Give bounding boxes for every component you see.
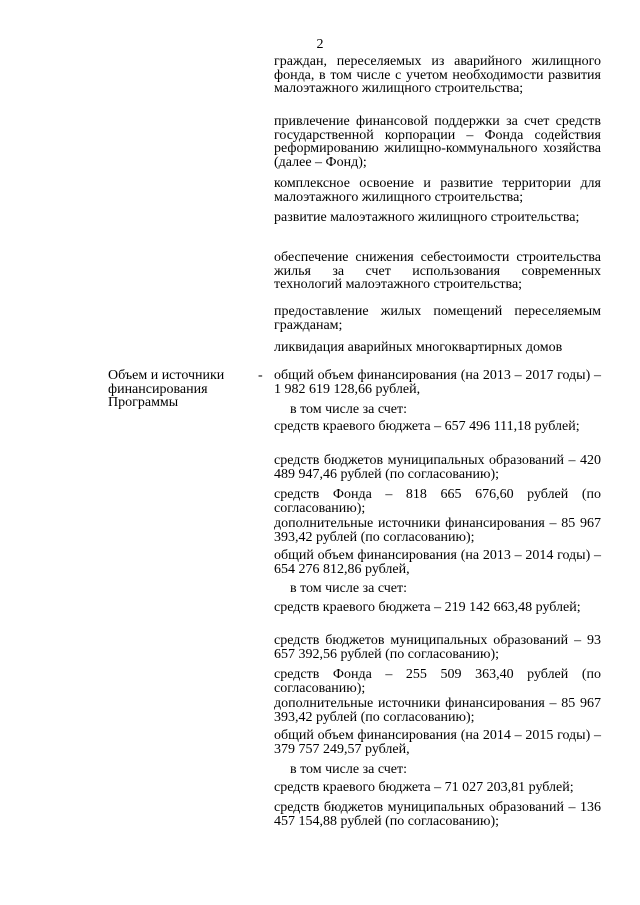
financing-label: Объем и источники финансирования Программы [108, 368, 225, 410]
goal-paragraph: обеспечение снижения себестоимости строительства жилья за счет использования современных технологий малоэтажного строительства; [274, 250, 601, 292]
goal-paragraph: привлечение финансовой поддержки за счет средств государственной корпорации – Фонда содействия реформированию жилищно-коммунального хозяйства (далее – Фонд); [274, 114, 601, 170]
financing-including: в том числе за счет: [290, 581, 408, 596]
goal-paragraph: граждан, переселяемых из аварийного жилищного фонда, в том числе с учетом необходимости развития малоэтажного жилищного строительства; [274, 54, 601, 96]
financing-total: общий объем финансирования (на 2013 – 2017 годы) – 1 982 619 128,66 рублей, [274, 368, 601, 397]
goal-paragraph: развитие малоэтажного жилищного строительства; [274, 210, 580, 225]
financing-item: средств Фонда – 255 509 363,40 рублей (по согласованию); [274, 667, 601, 696]
financing-item: дополнительные источники финансирования – 85 967 393,42 рублей (по согласованию); [274, 696, 601, 725]
label-dash: - [258, 368, 263, 383]
goal-paragraph: предоставление жилых помещений переселяемым гражданам; [274, 304, 601, 333]
goal-paragraph: комплексное освоение и развитие территории для малоэтажного жилищного строительства; [274, 176, 601, 205]
financing-item: средств Фонда – 818 665 676,60 рублей (по согласованию); [274, 487, 601, 516]
financing-total: общий объем финансирования (на 2013 – 2014 годы) – 654 276 812,86 рублей, [274, 548, 601, 577]
goal-paragraph: ликвидация аварийных многоквартирных домов [274, 340, 563, 355]
financing-item: средств бюджетов муниципальных образований – 93 657 392,56 рублей (по согласованию); [274, 633, 601, 662]
financing-including: в том числе за счет: [290, 762, 408, 777]
financing-item: средств бюджетов муниципальных образований – 420 489 947,46 рублей (по согласованию); [274, 453, 601, 482]
page-number: 2 [316, 37, 324, 52]
financing-item: средств краевого бюджета – 657 496 111,18 рублей; [274, 419, 580, 434]
financing-total: общий объем финансирования (на 2014 – 2015 годы) – 379 757 249,57 рублей, [274, 728, 601, 757]
financing-including: в том числе за счет: [290, 402, 408, 417]
financing-item: средств краевого бюджета – 219 142 663,48 рублей; [274, 600, 581, 615]
financing-item: средств краевого бюджета – 71 027 203,81 рублей; [274, 780, 574, 795]
financing-item: дополнительные источники финансирования – 85 967 393,42 рублей (по согласованию); [274, 516, 601, 545]
financing-item: средств бюджетов муниципальных образований – 136 457 154,88 рублей (по согласованию); [274, 800, 601, 829]
